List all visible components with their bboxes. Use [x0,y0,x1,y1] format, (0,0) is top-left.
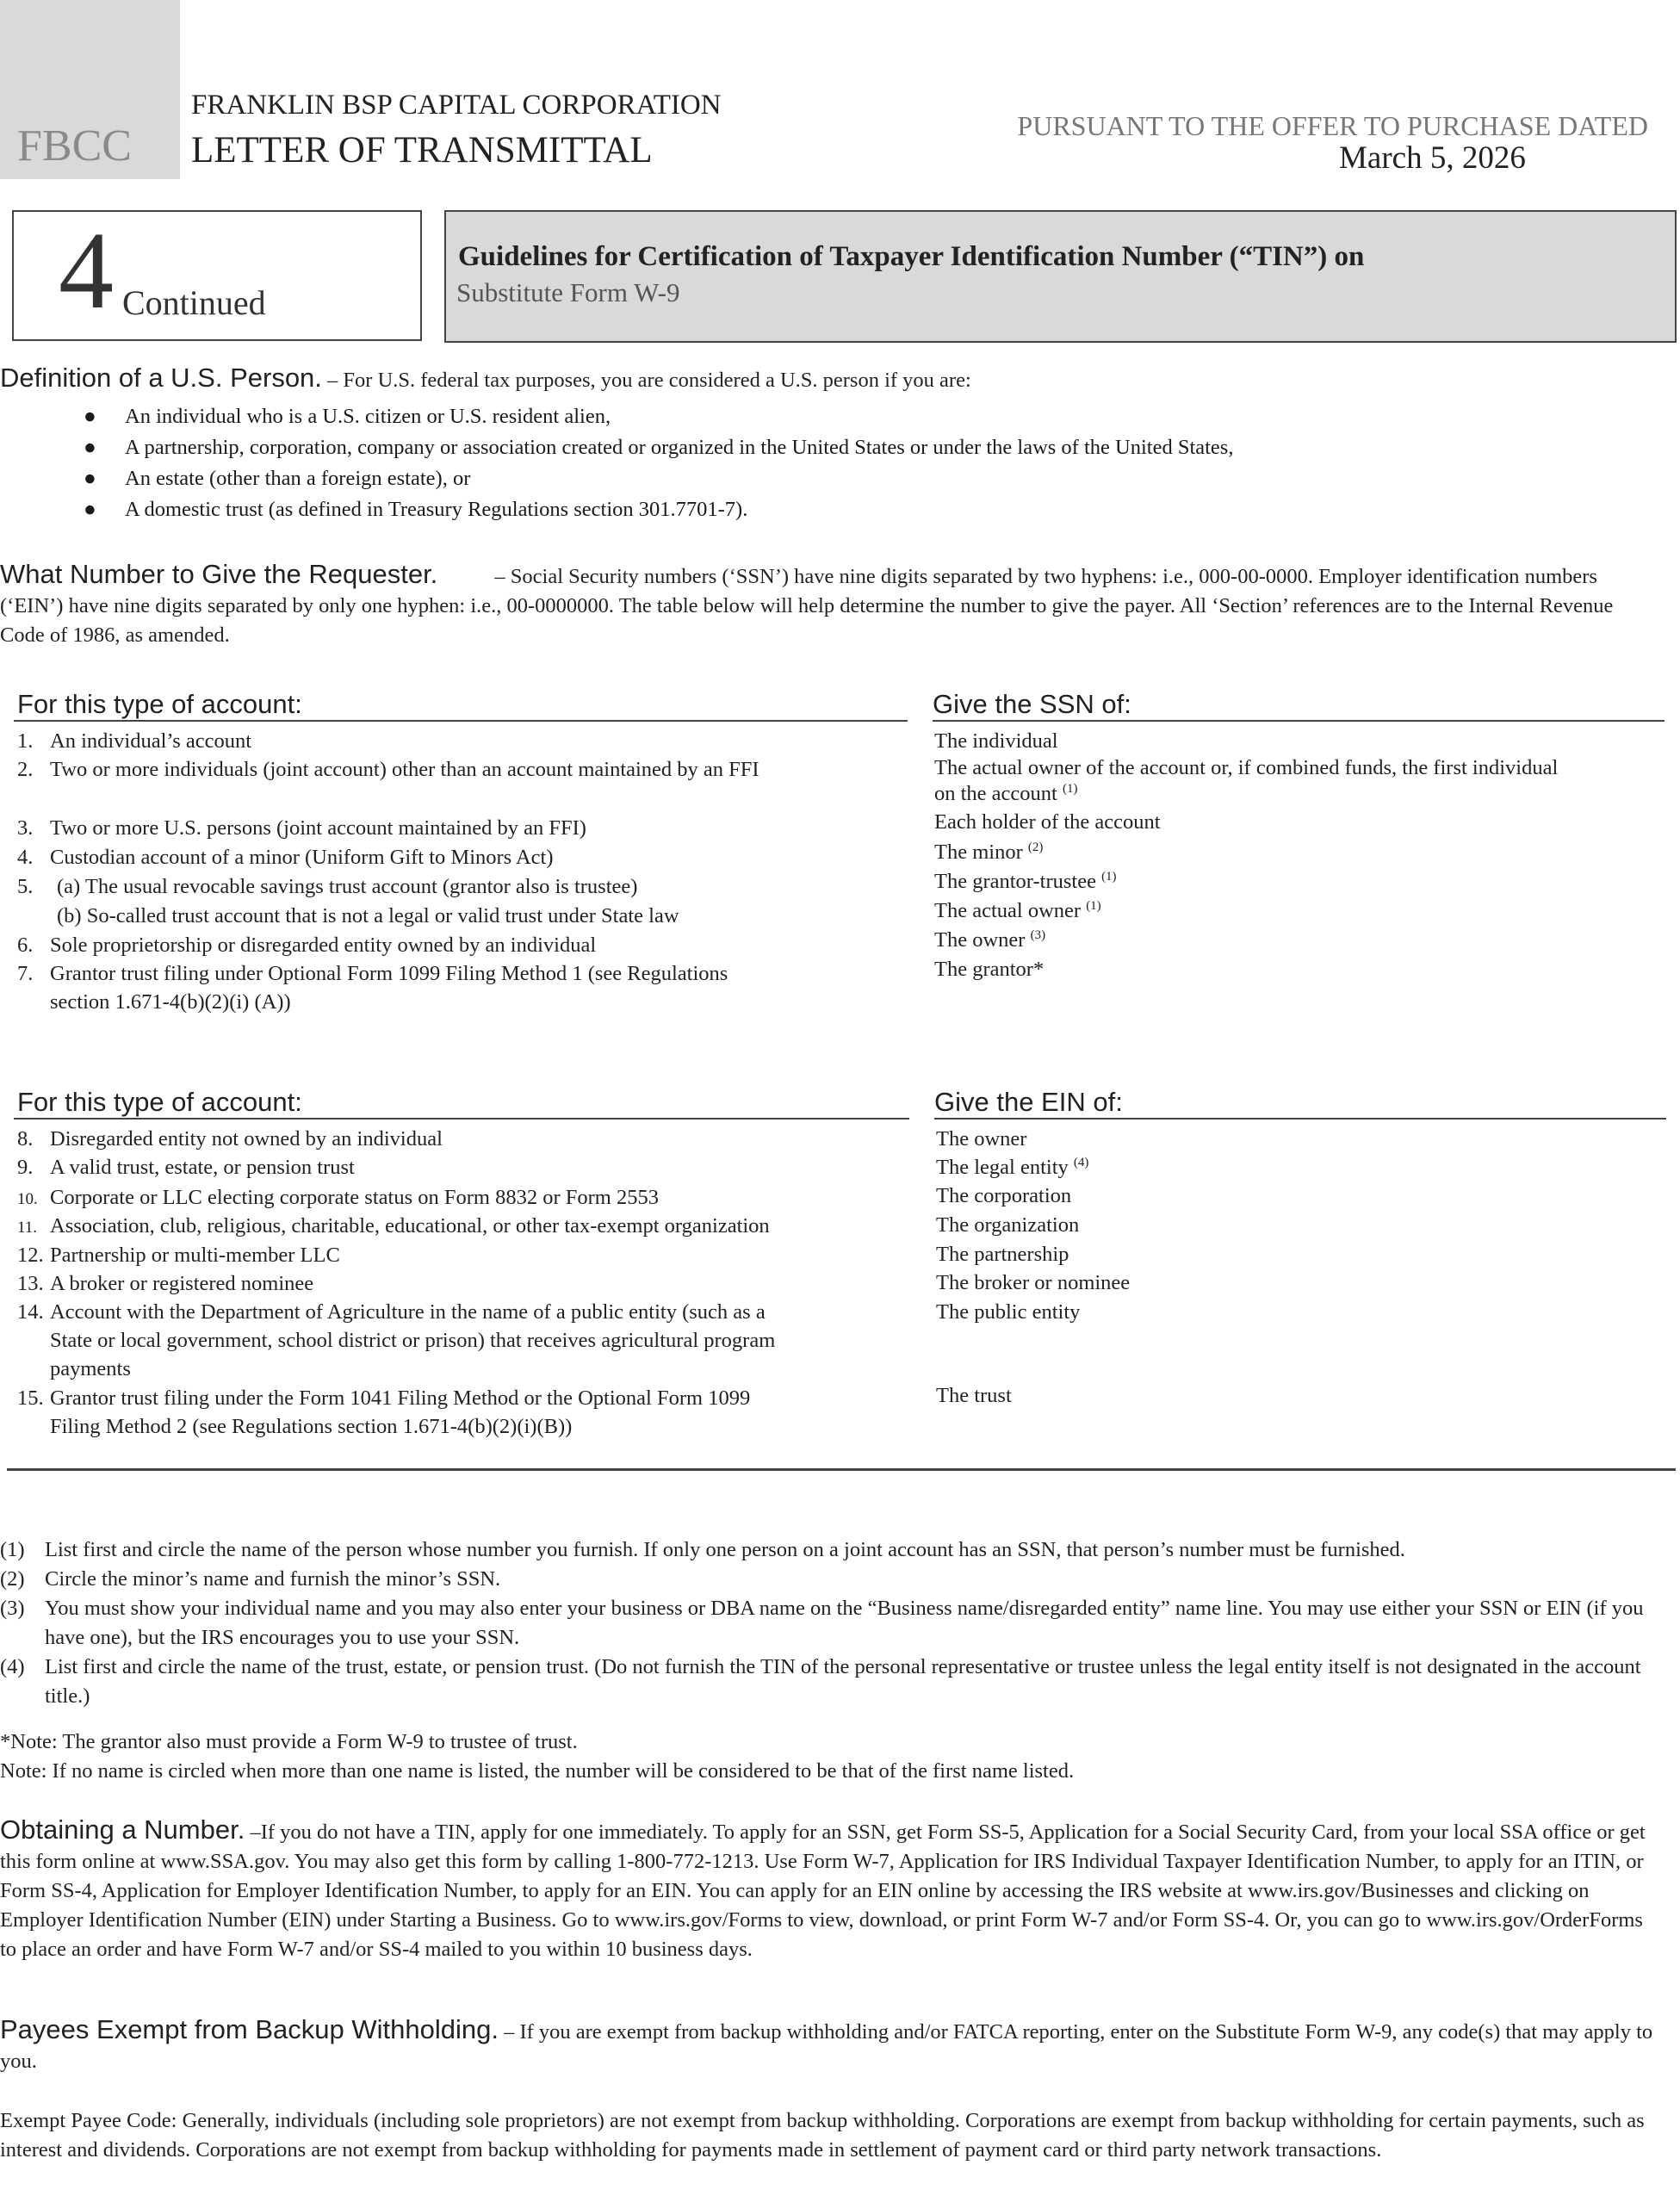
table-row: 8. Disregarded entity not owned by an individual [17,1127,443,1151]
table-row: 1. An individual’s account [17,729,252,753]
ein-give-cell: The public entity [936,1300,1081,1324]
ein-give-cell: The organization [936,1213,1080,1237]
us-person-list [0,401,1233,525]
definition-heading: Definition of a U.S. Person. [0,363,322,393]
ssn-give-cell: The grantor* [934,958,1045,981]
obtaining-text: –If you do not have a TIN, apply for one immediately. To apply for an SSN, get Form SS-5, Application for a Social Security Card, from your local SSA office or get this form online at www.SSA.gov. You may also get this form by calling 1-800-772-1213. Use Form W-7, Application for IRS Individual Taxpayer Identification Number, to apply for an ITIN, or Form SS-4, Application for Employer Identification Number, to apply for an EIN. You can apply for an EIN online by accessing the IRS website at www.irs.gov/Businesses and clicking on Employer Identification Number (EIN) under Starting a Business. Go to www.irs.gov/Forms to view, download, or print Form W-7 and/or Form SS-4. Or, you can go to www.irs.gov/OrderForms to place an order and have Form W-7 and/or SS-4 mailed to you within 10 business days. [0,1821,1646,1961]
grantor-note: *Note: The grantor also must provide a Form W-9 to trustee of trust. [0,1730,578,1753]
ssn-table-right-header: Give the SSN of: [933,689,1131,719]
table-row: 12. Partnership or multi-member LLC [17,1244,340,1267]
list-item: ● A domestic trust (as defined in Treasury Regulations section 301.7701-7). [0,494,1233,525]
obtaining-heading: Obtaining a Number. [0,1814,245,1845]
section-number: 4 [59,209,114,332]
ein-give-cell: The broker or nominee [936,1271,1131,1294]
ssn-give-cell: The owner $^{(3)}$ [934,927,1046,952]
ein-give-cell: The partnership [936,1243,1069,1266]
ssn-give-cell: on the account $^{(1)}$ [934,781,1078,805]
what-number-paragraph [0,560,1662,650]
ein-give-cell: The trust [936,1384,1012,1407]
ssn-table-left-rule [14,720,908,722]
guidelines-box [444,210,1677,343]
exempt-text: – If you are exempt from backup withholding and/or FATCA reporting, enter on the Substitute Form W-9, any code(s) that may apply to you. [0,2020,1653,2073]
table-row: 10. Corporate or LLC electing corporate status on Form 8832 or Form 2553 [17,1186,659,1209]
what-number-heading: What Number to Give the Requester. [0,559,438,589]
list-item: ● A partnership, corporation, company or association created or organized in the United States or under the laws of the United States, [0,432,1233,463]
table-row: 15. Grantor trust filing under the Form 1041 Filing Method or the Optional Form 1099 [17,1386,751,1410]
table-row: 5. (a) The usual revocable savings trust account (grantor also is trustee) [17,875,638,898]
ssn-give-cell: The actual owner $^{(1)}$ [934,898,1101,922]
notes [0,1727,1662,1786]
table-row: 14. Account with the Department of Agriculture in the name of a public entity (such as a [17,1300,766,1324]
table-row-continued: section 1.671-4(b)(2)(i) (A)) [50,990,291,1014]
table-row: 7. Grantor trust filing under Optional Form 1099 Filing Method 1 (see Regulations [17,962,728,985]
bullet-icon: ● [84,436,96,459]
footnote: (4) List first and circle the name of the trust, estate, or pension trust. (Do not furnish the TIN of the personal representative or trustee unless the legal entity itself is not designated in the account title.) [0,1655,1641,1708]
section-continued: Continued [122,283,266,322]
guidelines-subtitle: Substitute Form W-9 [456,277,680,307]
ssn-table-left-header: For this type of account: [17,689,302,719]
table-bottom-rule [7,1468,1676,1471]
table-row-continued: payments [50,1357,131,1380]
list-item: ● An estate (other than a foreign estate), or [0,463,1233,494]
company-logo: FBCC [17,121,132,171]
ssn-give-cell: The individual [934,729,1058,753]
table-row: 3. Two or more U.S. persons (joint account maintained by an FFI) [17,816,586,840]
ssn-give-cell: Each holder of the account [934,810,1161,834]
table-row-continued: State or local government, school district or prison) that receives agricultural program [50,1329,776,1352]
list-item: ● An individual who is a U.S. citizen or U.S. resident alien, [0,401,1233,432]
ein-table-right-rule [934,1118,1666,1120]
document-title: LETTER OF TRANSMITTAL [191,130,653,171]
ein-give-cell: The owner [936,1127,1027,1151]
bullet-icon: ● [84,498,96,521]
exempt-payee-code-paragraph: Exempt Payee Code: Generally, individuals (including sole proprietors) are not exempt from backup withholding. Corporations are exempt from backup withholding for certain payments, such as interest and dividends. Corporations are not exempt from backup withholding for payments made in settlement of payment card or third party network transactions. [0,2109,1645,2162]
ein-give-cell: The corporation [936,1184,1072,1207]
ein-table-left-header: For this type of account: [17,1087,302,1117]
exempt-heading: Payees Exempt from Backup Withholding. [0,2014,499,2044]
table-row: 13. A broker or registered nominee [17,1272,314,1295]
circle-note: Note: If no name is circled when more than one name is listed, the number will be considered to be that of the first name listed. [0,1759,1075,1783]
footnote: (1) List first and circle the name of the person whose number you furnish. If only one person on a joint account has an SSN, that person’s number must be furnished. [0,1538,1405,1561]
pursuant-line: PURSUANT TO THE OFFER TO PURCHASE DATED [1017,110,1648,141]
what-number-text: – Social Security numbers (‘SSN’) have nine digits separated by two hyphens: i.e., 000-00-0000. Employer identification numbers (‘EIN’) have nine digits separated by only one hyphen: i.e., 00-0000000. The table below will help determine the number to give the payer. All ‘Section’ references are to the Internal Revenue Code of 1986, as amended. [0,565,1614,647]
bullet-icon: ● [84,467,96,490]
ein-give-cell: The legal entity $^{(4)}$ [936,1155,1089,1179]
footnote: (2) Circle the minor’s name and furnish the minor’s SSN. [0,1567,501,1591]
ssn-give-cell: The grantor-trustee $^{(1)}$ [934,869,1117,893]
table-row-continued: Filing Method 2 (see Regulations section 1.671-4(b)(2)(i)(B)) [50,1415,573,1438]
footnotes [0,1535,1662,1711]
bullet-icon: ● [84,405,96,428]
ein-table-left-rule [14,1118,909,1120]
table-row: 9. A valid trust, estate, or pension trust [17,1156,355,1179]
table-row: 6. Sole proprietorship or disregarded entity owned by an individual [17,934,597,957]
company-name: FRANKLIN BSP CAPITAL CORPORATION [191,90,722,121]
footnote: (3) You must show your individual name and you may also enter your business or DBA name on the “Business name/disregarded entity” name line. You may use either your SSN or EIN (if you have one), but the IRS encourages you to use your SSN. [0,1597,1644,1649]
offer-date: March 5, 2026 [1339,140,1526,176]
guidelines-title: Guidelines for Certification of Taxpayer Identification Number (“TIN”) on [458,241,1365,272]
table-row: 11. Association, club, religious, charitable, educational, or other tax-exempt organization [17,1214,770,1237]
obtaining-paragraph [0,1815,1662,1964]
definition-intro: – For U.S. federal tax purposes, you are considered a U.S. person if you are: [321,369,971,392]
ssn-table-right-rule [933,720,1665,722]
ssn-give-cell: The minor $^{(2)}$ [934,840,1044,864]
table-row: (b) So-called trust account that is not a legal or valid trust under State law [57,904,679,927]
exempt-paragraph [0,2015,1662,2076]
definition-paragraph [0,363,971,395]
table-row: 4. Custodian account of a minor (Uniform Gift to Minors Act) [17,846,554,869]
ein-table-right-header: Give the EIN of: [934,1087,1123,1117]
table-row: 2. Two or more individuals (joint account) other than an account maintained by an FFI [17,758,759,781]
ssn-give-cell: The actual owner of the account or, if combined funds, the first individual [934,756,1559,779]
